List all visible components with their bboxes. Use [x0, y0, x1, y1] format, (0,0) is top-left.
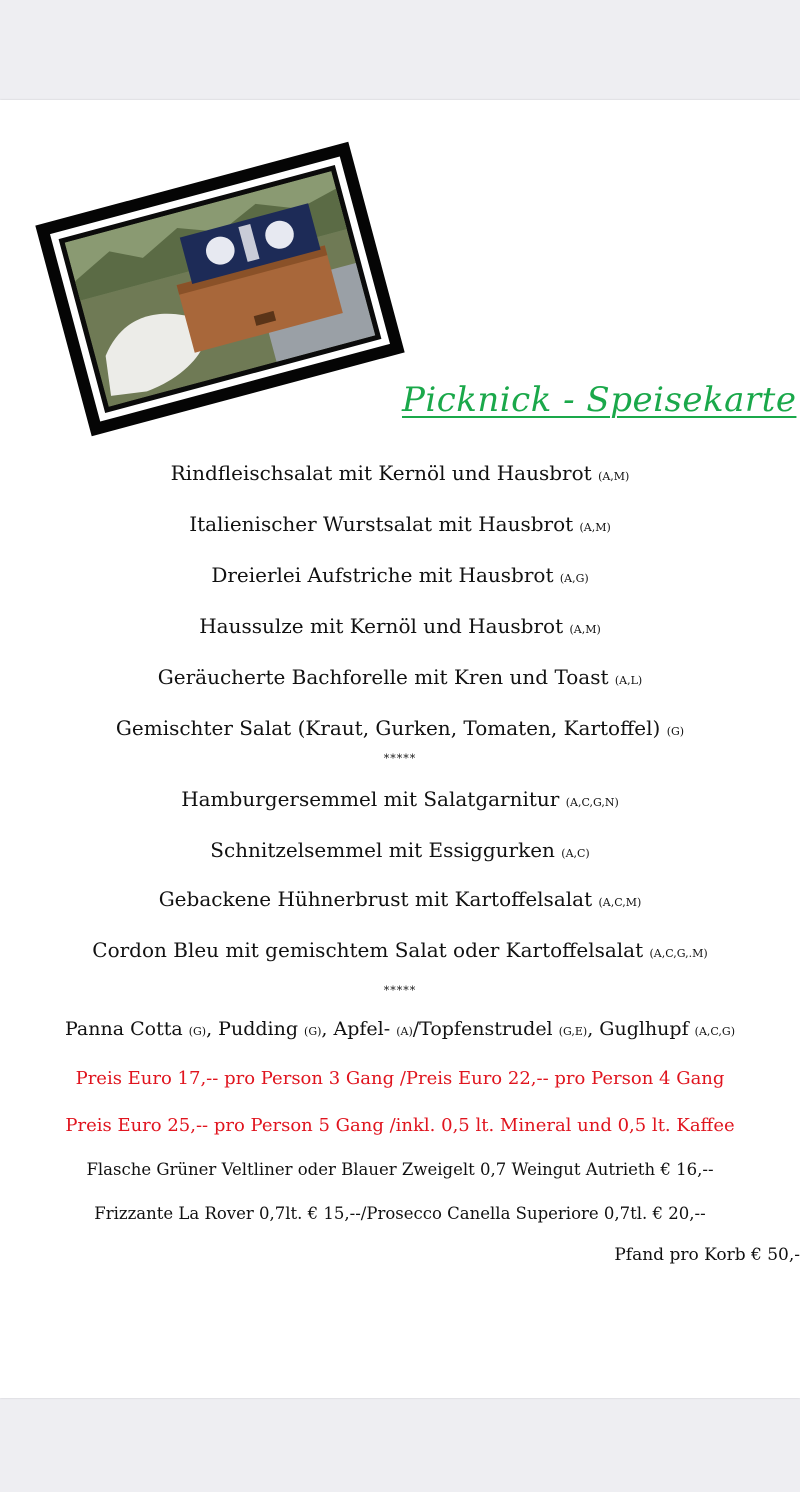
item-name: Hamburgersemmel mit Salatgarnitur [181, 787, 560, 811]
menu-item [0, 614, 800, 638]
menu-item [0, 461, 800, 485]
item-name: Haussulze mit Kernöl und Hausbrot [199, 614, 564, 638]
separator: ***** [383, 752, 417, 765]
dessert-text: /Topfenstrudel [412, 1018, 559, 1040]
menu-item [0, 787, 800, 811]
menu-item [0, 838, 800, 862]
item-name: Rindfleischsalat mit Kernöl und Hausbrot [170, 461, 592, 485]
item-name: Gebackene Hühnerbrust mit Kartoffelsalat [158, 887, 593, 911]
item-allergens: (A,L) [614, 674, 643, 687]
dessert-allergens: (G) [304, 1025, 322, 1038]
dessert-allergens: (G) [188, 1025, 207, 1038]
separator: ***** [383, 984, 417, 997]
menu-item [0, 512, 800, 536]
menu-title: Picknick - Speisekarte [402, 380, 797, 420]
dessert-text: Panna Cotta [65, 1018, 189, 1040]
price-line: Preis Euro 17,-- pro Person 3 Gang /Preis Euro 22,-- pro Person 4 Gang [75, 1068, 725, 1089]
deposit-line: Pfand pro Korb € 50,- [614, 1245, 800, 1265]
drink-line: Flasche Grüner Veltliner oder Blauer Zweigelt 0,7 Weingut Autrieth € 16,-- [86, 1160, 714, 1179]
dessert-allergens: (A,C,G) [694, 1025, 735, 1038]
price-line: Preis Euro 25,-- pro Person 5 Gang /inkl. 0,5 lt. Mineral und 0,5 lt. Kaffee [65, 1115, 735, 1136]
item-name: Schnitzelsemmel mit Essiggurken [210, 838, 555, 862]
item-allergens: (A,C,M) [598, 896, 642, 909]
item-name: Italienischer Wurstsalat mit Hausbrot [189, 512, 574, 536]
item-allergens: (G) [666, 725, 685, 738]
item-allergens: (A,C) [561, 847, 590, 860]
dessert-allergens: (G,E) [558, 1025, 588, 1038]
menu-item [0, 665, 800, 689]
menu-item [0, 563, 800, 587]
dessert-text: , Guglhupf [587, 1018, 695, 1040]
dessert-text: , Pudding [206, 1018, 305, 1040]
item-allergens: (A,G) [559, 572, 589, 585]
item-allergens: (A,M) [598, 470, 630, 483]
dessert-text: , Apfel- [321, 1018, 397, 1040]
dessert-line [0, 1018, 800, 1040]
menu-item [0, 716, 800, 740]
item-allergens: (A,C,G,N) [565, 796, 619, 809]
item-name: Gemischter Salat (Kraut, Gurken, Tomaten, Kartoffel) [115, 716, 661, 740]
item-allergens: (A,C,G,.M) [649, 947, 708, 960]
item-name: Cordon Bleu mit gemischtem Salat oder Kartoffelsalat [92, 938, 644, 962]
item-allergens: (A,M) [579, 521, 611, 534]
menu-item [0, 938, 800, 962]
item-name: Geräucherte Bachforelle mit Kren und Toast [157, 665, 609, 689]
dessert-allergens: (A) [396, 1025, 413, 1038]
item-allergens: (A,M) [569, 623, 601, 636]
item-name: Dreierlei Aufstriche mit Hausbrot [211, 563, 554, 587]
menu-item [0, 887, 800, 911]
drink-line: Frizzante La Rover 0,7lt. € 15,--/Prosecco Canella Superiore 0,7tl. € 20,-- [94, 1204, 706, 1223]
